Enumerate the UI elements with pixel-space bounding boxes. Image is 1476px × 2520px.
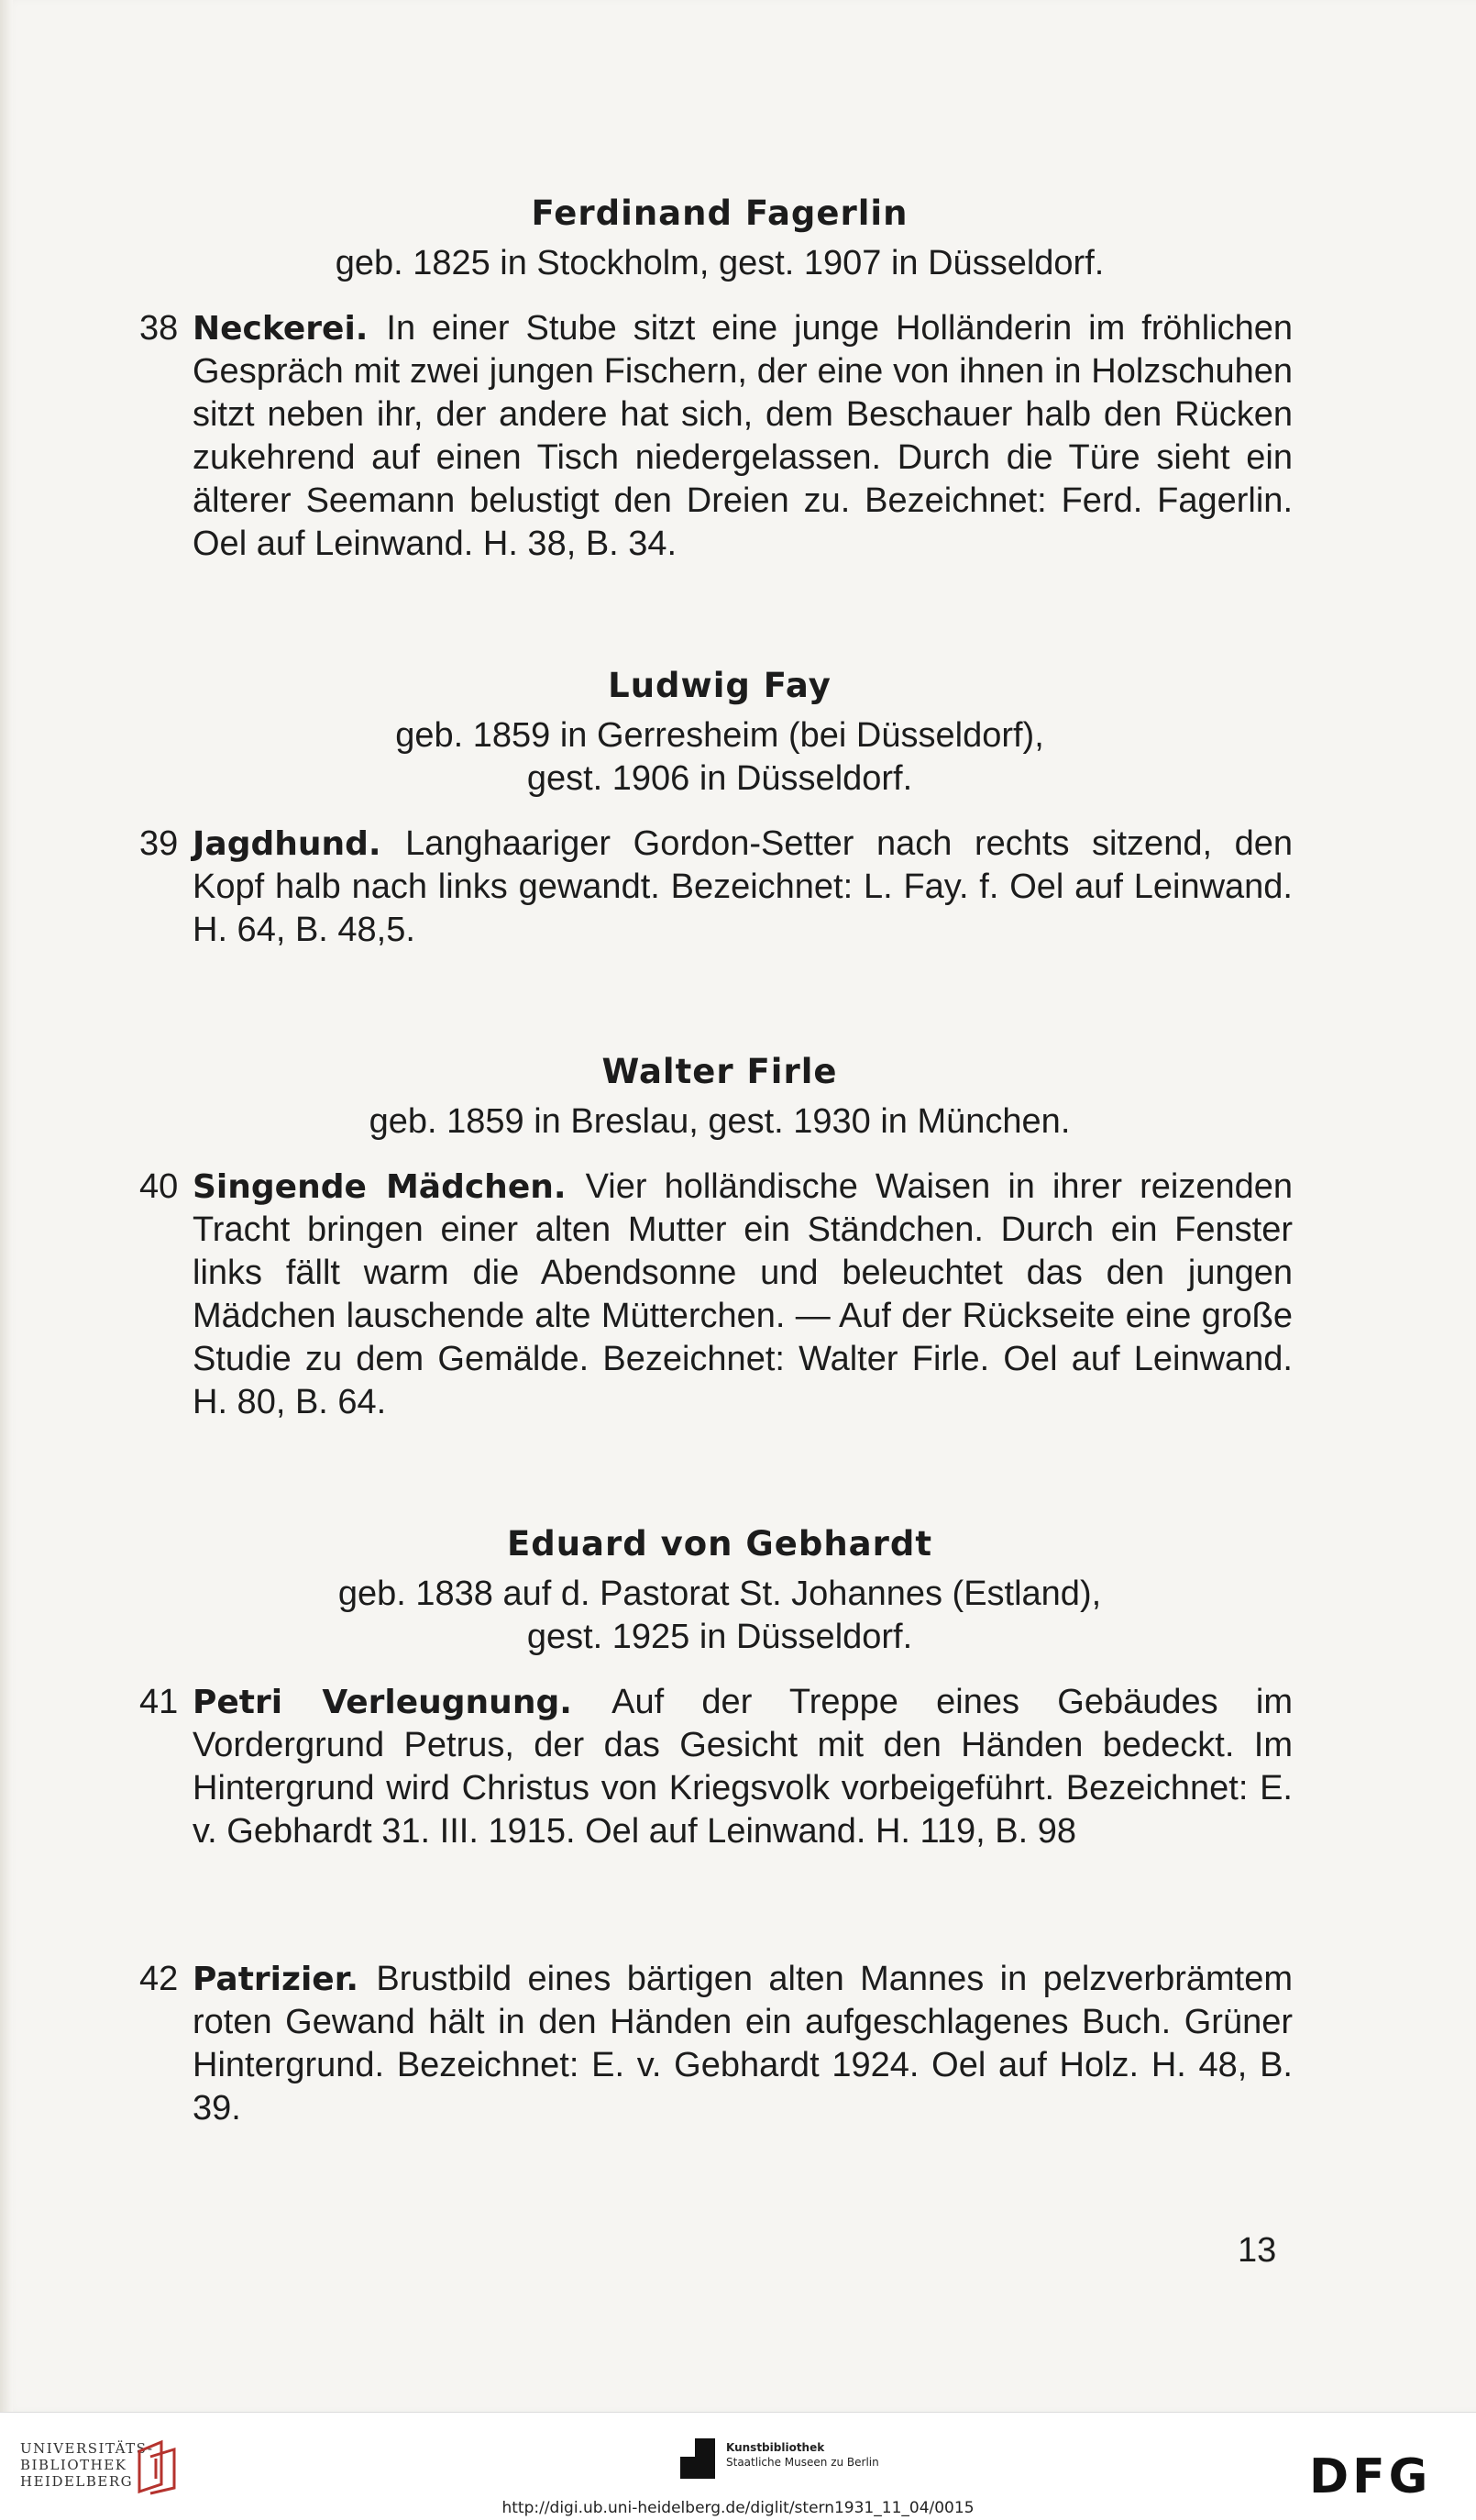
artist-header	[147, 1523, 1293, 1659]
entry-title: Jagdhund.	[193, 825, 406, 863]
artist-bio	[147, 1100, 1293, 1144]
entry-text: Brustbild eines bärtigen alten Mannes in pelzverbrämtem roten Gewand hält in den Händen ein aufgeschlagenes Buch. Grüner Hintergrund. Bezeichnet: E. v. Gebhardt 1924. Oel auf Holz. H. 48, B. 39.	[193, 1960, 1293, 2128]
artist-header	[147, 665, 1293, 801]
entry-number: 38	[139, 309, 179, 348]
artist-bio-line: gest. 1925 in Düsseldorf.	[526, 1618, 913, 1656]
kunstbibliothek-label[interactable]	[726, 2440, 879, 2470]
artist-name: Ludwig Fay	[608, 666, 832, 705]
entry-text: Vier holländische Waisen in ihrer reizenden Tracht bringen einer alten Mutter ein Ständchen. Durch ein Fenster links fällt warm die Abendsonne und beleuchtet das den jungen Mädchen lauschende alte Mütterchen. — Auf der Rückseite eine große Studie zu dem Gemälde. Bezeichnet: Walter Firle. Oel auf Leinwand. H. 80, B. 64.	[193, 1167, 1293, 1421]
artist-bio	[147, 242, 1293, 285]
artist-bio	[147, 1573, 1293, 1659]
artist-bio-line: gest. 1906 in Düsseldorf.	[526, 759, 913, 798]
ub-line: BIBLIOTHEK	[20, 2457, 127, 2473]
page-edge-shadow	[0, 0, 13, 2412]
catalog-entry	[139, 1958, 1293, 2130]
artist-header	[147, 193, 1293, 285]
artist-header	[147, 1051, 1293, 1144]
catalog-entry	[139, 1681, 1293, 1853]
permalink-url[interactable]: http://digi.ub.uni-heidelberg.de/diglit/stern1931_11_04/0015	[501, 2499, 975, 2517]
ub-line: HEIDELBERG	[20, 2473, 134, 2490]
ub-heidelberg-logo-icon[interactable]	[134, 2438, 180, 2495]
entry-number: 39	[139, 824, 179, 863]
artist-bio	[147, 714, 1293, 801]
artist-bio-line: geb. 1838 auf d. Pastorat St. Johannes (Estland),	[337, 1575, 1102, 1613]
catalog-entry	[139, 307, 1293, 566]
entry-text: In einer Stube sitzt eine junge Holländerin im fröhlichen Gespräch mit zwei jungen Fischern, der eine von ihnen in Holzschuhen sitzt neben ihr, der andere hat sich, dem Beschauer halb den Rücken zukehrend auf einen Tisch niedergelassen. Durch die Türe sieht ein älterer Seemann belustigt den Dreien zu. Bezeichnet: Ferd. Fagerlin. Oel auf Leinwand. H. 38, B. 34.	[193, 309, 1293, 563]
artist-bio-line: geb. 1825 in Stockholm, gest. 1907 in Düsseldorf.	[335, 244, 1105, 282]
entry-title: Patrizier.	[193, 1961, 377, 1998]
entry-title: Petri Verleugnung.	[193, 1684, 612, 1721]
kb-title: Kunstbibliothek	[726, 2441, 825, 2454]
kunstbibliothek-logo-icon[interactable]	[675, 2438, 715, 2479]
entry-number: 41	[139, 1683, 179, 1721]
catalog-entry	[139, 823, 1293, 952]
catalog-content	[139, 193, 1293, 2130]
entry-text: Langhaariger Gordon-Setter nach rechts sitzend, den Kopf halb nach links gewandt. Bezeichnet: L. Fay. f. Oel auf Leinwand. H. 64, B. 48,5.	[193, 824, 1293, 949]
entry-title: Singende Mädchen.	[193, 1168, 586, 1206]
entry-number: 40	[139, 1167, 179, 1206]
page-number: 13	[1238, 2231, 1277, 2270]
digitization-footer	[0, 2412, 1476, 2520]
artist-name: Ferdinand Fagerlin	[531, 193, 909, 233]
ub-line: UNIVERSITÄTS-	[20, 2440, 154, 2457]
dfg-logo[interactable]: DFG	[1309, 2449, 1432, 2504]
entry-title: Neckerei.	[193, 310, 387, 348]
artist-name: Eduard von Gebhardt	[506, 1524, 933, 1564]
artist-bio-line: geb. 1859 in Breslau, gest. 1930 in München.	[369, 1102, 1071, 1141]
entry-number: 42	[139, 1960, 179, 1998]
artist-bio-line: geb. 1859 in Gerresheim (bei Düsseldorf),	[395, 716, 1044, 755]
artist-name: Walter Firle	[601, 1052, 838, 1091]
catalog-entry	[139, 1166, 1293, 1424]
entry-text: Auf der Treppe eines Gebäudes im Vordergrund Petrus, der das Gesicht mit den Händen bedeckt. Im Hintergrund wird Christus von Kriegsvolk vorbeigeführt. Bezeichnet: E. v. Gebhardt 31. III. 1915. Oel auf Leinwand. H. 119, B. 98	[193, 1683, 1293, 1851]
kb-subtitle: Staatliche Museen zu Berlin	[726, 2456, 879, 2469]
